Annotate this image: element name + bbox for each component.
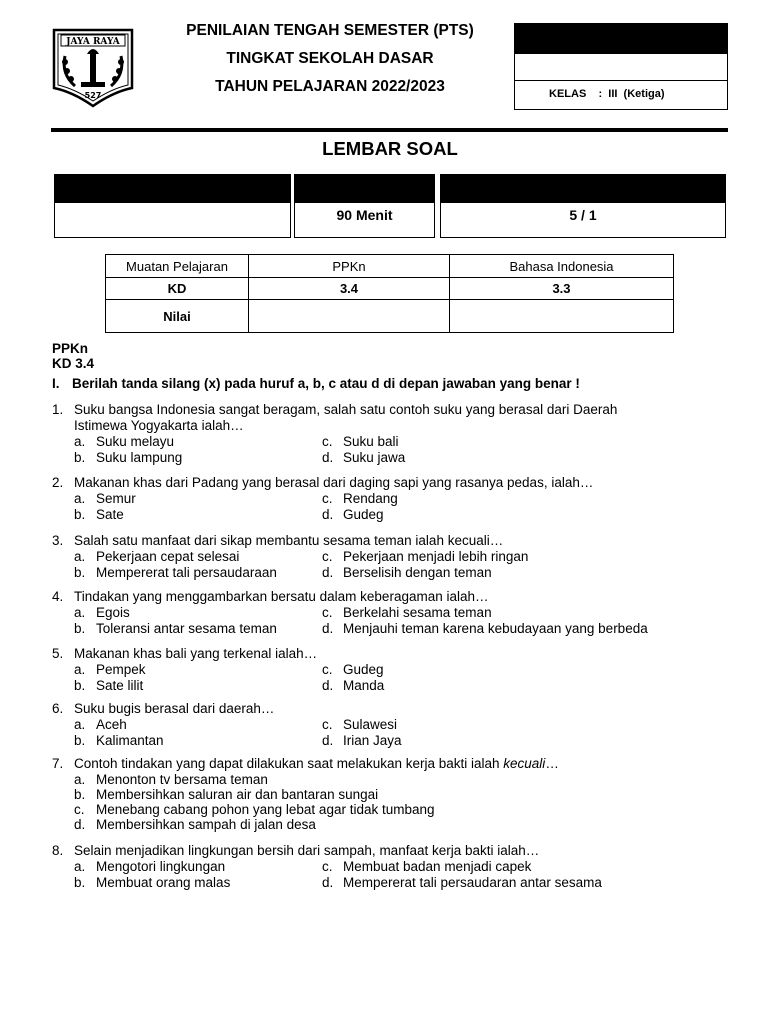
option-letter[interactable]: d. <box>322 507 334 522</box>
option-letter[interactable]: c. <box>322 491 333 506</box>
option-text[interactable]: Berkelahi sesama teman <box>343 605 492 620</box>
question-number: 4. <box>52 589 64 604</box>
option-letter[interactable]: a. <box>74 717 86 732</box>
option-text[interactable]: Semur <box>96 491 136 506</box>
question-number: 5. <box>52 646 64 661</box>
table-row <box>106 300 674 333</box>
option-text[interactable]: Egois <box>96 605 130 620</box>
question-text-main: Selain menjadikan lingkungan bersih dari sampah, manfaat kerja bakti ialah… <box>74 843 540 858</box>
option-letter[interactable]: d. <box>322 733 334 748</box>
option-text[interactable]: Menebang cabang pohon yang lebat agar tidak tumbang <box>96 802 435 817</box>
option-text[interactable]: Kalimantan <box>96 733 164 748</box>
question-text <box>74 646 317 661</box>
option-letter[interactable]: b. <box>74 507 86 522</box>
option-text[interactable]: Membuat orang malas <box>96 875 231 890</box>
question-number: 6. <box>52 701 64 716</box>
option-letter[interactable]: b. <box>74 875 86 890</box>
nilai-bindo-field[interactable] <box>450 300 674 333</box>
identity-name-field <box>515 54 727 81</box>
question-number: 8. <box>52 843 64 858</box>
option-letter[interactable]: a. <box>74 772 86 787</box>
option-letter[interactable]: c. <box>322 605 333 620</box>
option-text[interactable]: Pekerjaan cepat selesai <box>96 549 240 564</box>
option-letter[interactable]: c. <box>322 859 333 874</box>
table-row <box>106 278 674 300</box>
question-text-emphasis: kecuali <box>503 756 546 771</box>
option-letter[interactable]: b. <box>74 733 86 748</box>
option-letter[interactable]: a. <box>74 662 86 677</box>
question-text-main: Salah satu manfaat dari sikap membantu sesama teman ialah kecuali… <box>74 533 504 548</box>
question-text-main: Makanan khas dari Padang yang berasal dari daging sapi yang rasanya pedas, ialah… <box>74 475 594 490</box>
option-text[interactable]: Mempererat tali persaudaran antar sesama <box>343 875 602 890</box>
question-text-main: Contoh tindakan yang dapat dilakukan saat melakukan kerja bakti ialah <box>74 756 504 771</box>
nilai-label: Nilai <box>106 300 249 333</box>
option-text[interactable]: Suku bali <box>343 434 399 449</box>
option-letter[interactable]: d. <box>322 875 334 890</box>
option-text[interactable]: Mempererat tali persaudaraan <box>96 565 277 580</box>
option-text[interactable]: Aceh <box>96 717 127 732</box>
option-text[interactable]: Mengotori lingkungan <box>96 859 226 874</box>
option-text[interactable]: Sulawesi <box>343 717 398 732</box>
question-text <box>74 533 503 548</box>
question-text-continued: Istimewa Yogyakarta ialah… <box>74 418 244 433</box>
time-value: 90 Menit <box>336 207 393 223</box>
kd-label: KD 3.4 <box>52 356 95 371</box>
option-letter[interactable]: d. <box>322 678 334 693</box>
option-text[interactable]: Suku lampung <box>96 450 183 465</box>
table-header-row <box>106 255 674 278</box>
question-number: 2. <box>52 475 64 490</box>
question-text-end: … <box>545 756 559 771</box>
kelas-label: KELAS : III (Ketiga) <box>549 88 665 100</box>
option-letter[interactable]: a. <box>74 605 86 620</box>
nilai-ppkn-field[interactable] <box>249 300 450 333</box>
option-text[interactable]: Gudeg <box>343 507 384 522</box>
question-text <box>74 475 593 490</box>
question-number: 3. <box>52 533 64 548</box>
table-cell: KD <box>106 278 249 300</box>
subject-label: PPKn <box>52 341 89 356</box>
theme-value: 5 / 1 <box>569 207 597 223</box>
question-text <box>74 843 539 858</box>
instruction-text: Berilah tanda silang (x) pada huruf a, b, c atau d di depan jawaban yang benar ! <box>72 376 580 391</box>
option-text[interactable]: Membuat badan menjadi capek <box>343 859 532 874</box>
option-text[interactable]: Membersihkan sampah di jalan desa <box>96 817 316 832</box>
option-letter[interactable]: a. <box>74 549 86 564</box>
option-text[interactable]: Sate <box>96 507 124 522</box>
option-letter[interactable]: a. <box>74 434 86 449</box>
option-letter[interactable]: b. <box>74 450 86 465</box>
option-text[interactable]: Pekerjaan menjadi lebih ringan <box>343 549 529 564</box>
header-divider <box>51 128 728 132</box>
option-letter[interactable]: b. <box>74 787 86 802</box>
option-letter[interactable]: a. <box>74 859 86 874</box>
option-letter[interactable]: d. <box>322 450 334 465</box>
option-letter[interactable]: a. <box>74 491 86 506</box>
option-text[interactable]: Membersihkan saluran air dan bantaran sungai <box>96 787 379 802</box>
option-text[interactable]: Suku melayu <box>96 434 175 449</box>
table-cell: 3.4 <box>249 278 450 300</box>
header-title-line2: TINGKAT SEKOLAH DASAR <box>226 50 434 67</box>
info-box-date <box>54 174 291 238</box>
option-text[interactable]: Irian Jaya <box>343 733 402 748</box>
option-text[interactable]: Gudeg <box>343 662 384 677</box>
option-text[interactable]: Toleransi antar sesama teman <box>96 621 277 636</box>
option-letter[interactable]: c. <box>322 434 333 449</box>
question-text-main: Tindakan yang menggambarkan bersatu dalam keberagaman ialah… <box>74 589 489 604</box>
question-text-main: Makanan khas bali yang terkenal ialah… <box>74 646 318 661</box>
subject-table <box>105 254 674 333</box>
option-text[interactable]: Berselisih dengan teman <box>343 565 492 580</box>
option-letter[interactable]: c. <box>322 549 333 564</box>
info-box-header <box>441 175 725 203</box>
svg-text:JAYA RAYA: JAYA RAYA <box>66 37 120 47</box>
option-letter[interactable]: c. <box>322 717 333 732</box>
question-number: 7. <box>52 756 64 771</box>
info-box-header <box>55 175 290 203</box>
question-text <box>74 589 489 604</box>
table-cell: 3.3 <box>450 278 674 300</box>
svg-text:527: 527 <box>84 91 102 100</box>
instruction-number: I. <box>52 376 60 391</box>
option-text[interactable]: Suku jawa <box>343 450 406 465</box>
option-letter[interactable]: c. <box>322 662 333 677</box>
question-text <box>74 402 617 417</box>
table-header-cell: Muatan Pelajaran <box>106 255 249 278</box>
question-text-main: Suku bangsa Indonesia sangat beragam, salah satu contoh suku yang berasal dari Daerah <box>74 402 618 417</box>
option-letter[interactable]: d. <box>322 565 334 580</box>
info-box-time <box>294 174 435 238</box>
question-text <box>74 756 559 771</box>
option-letter[interactable]: b. <box>74 678 86 693</box>
option-letter[interactable]: d. <box>74 817 86 832</box>
info-box-theme <box>440 174 726 238</box>
table-header-cell: Bahasa Indonesia <box>450 255 674 278</box>
option-letter[interactable]: b. <box>74 565 86 580</box>
option-letter[interactable]: c. <box>74 802 85 817</box>
option-letter[interactable]: d. <box>322 621 334 636</box>
option-text[interactable]: Pempek <box>96 662 146 677</box>
instruction <box>52 376 580 392</box>
option-text[interactable]: Menjauhi teman karena kebudayaan yang berbeda <box>343 621 648 636</box>
option-text[interactable]: Rendang <box>343 491 398 506</box>
info-box-header <box>295 175 434 203</box>
option-text[interactable]: Menonton tv bersama teman <box>96 772 268 787</box>
page-title: LEMBAR SOAL <box>322 138 458 159</box>
table-header-cell: PPKn <box>249 255 450 278</box>
option-letter[interactable]: b. <box>74 621 86 636</box>
question-number: 1. <box>52 402 64 417</box>
option-text[interactable]: Sate lilit <box>96 678 144 693</box>
question-text <box>74 701 274 716</box>
identity-header-bar <box>515 24 727 54</box>
header-title-line3: TAHUN PELAJARAN 2022/2023 <box>215 78 445 95</box>
question-text-main: Suku bugis berasal dari daerah… <box>74 701 275 716</box>
header-title-line1: PENILAIAN TENGAH SEMESTER (PTS) <box>186 22 474 39</box>
option-text[interactable]: Manda <box>343 678 385 693</box>
identity-box <box>514 23 728 110</box>
